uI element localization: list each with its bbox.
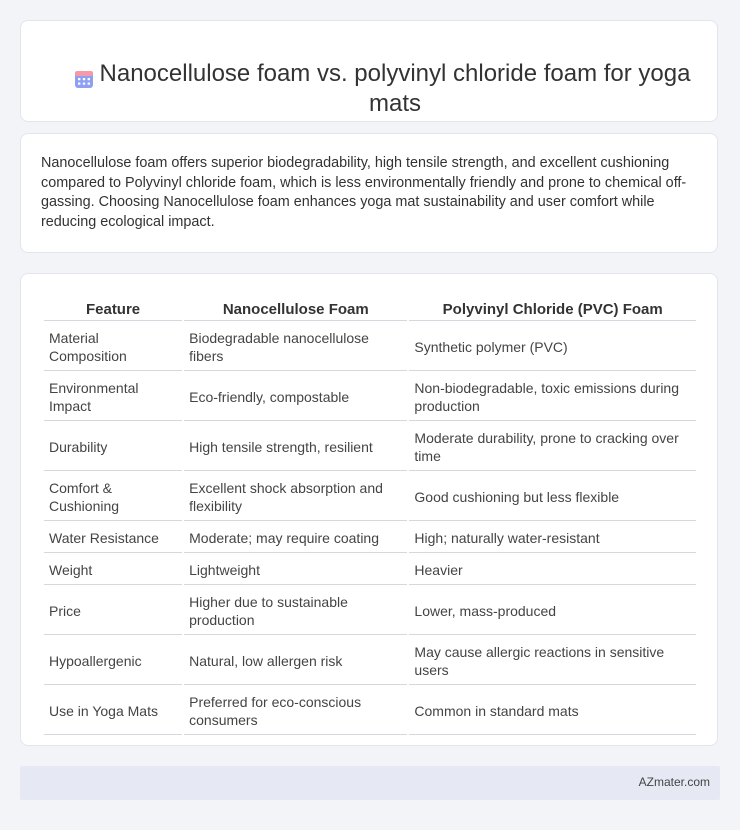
title-card: [20, 20, 718, 122]
table-row: [44, 637, 696, 685]
header-pvc: Polyvinyl Chloride (PVC) Foam: [409, 298, 696, 321]
table-row: [44, 555, 696, 585]
nanocellulose-cell: Preferred for eco-conscious consumers: [184, 687, 407, 735]
pvc-cell: Lower, mass-produced: [409, 587, 696, 635]
nanocellulose-cell: Excellent shock absorption and flexibility: [184, 473, 407, 521]
table-row: [44, 373, 696, 421]
pvc-cell: Common in standard mats: [409, 687, 696, 735]
comparison-table: [42, 296, 698, 737]
feature-cell: Durability: [44, 423, 182, 471]
nanocellulose-cell: Higher due to sustainable production: [184, 587, 407, 635]
feature-cell: Weight: [44, 555, 182, 585]
header-feature: Feature: [44, 298, 182, 321]
table-row: [44, 323, 696, 371]
pvc-cell: Moderate durability, prone to cracking over time: [409, 423, 696, 471]
feature-cell: Material Composition: [44, 323, 182, 371]
table-row: [44, 473, 696, 521]
feature-cell: Price: [44, 587, 182, 635]
footer-bar: [20, 766, 720, 800]
feature-cell: Use in Yoga Mats: [44, 687, 182, 735]
footer-brand-link[interactable]: AZmater.com: [638, 775, 710, 789]
feature-cell: Comfort & Cushioning: [44, 473, 182, 521]
page-title: Nanocellulose foam vs. polyvinyl chloride foam for yoga mats: [99, 60, 691, 118]
nanocellulose-cell: Natural, low allergen risk: [184, 637, 407, 685]
pvc-cell: Non-biodegradable, toxic emissions during production: [409, 373, 696, 421]
table-row: [44, 523, 696, 553]
nanocellulose-cell: High tensile strength, resilient: [184, 423, 407, 471]
table-row: [44, 687, 696, 735]
nanocellulose-cell: Lightweight: [184, 555, 407, 585]
nanocellulose-cell: Biodegradable nanocellulose fibers: [184, 323, 407, 371]
pvc-cell: High; naturally water-resistant: [409, 523, 696, 553]
table-row: [44, 587, 696, 635]
feature-cell: Hypoallergenic: [44, 637, 182, 685]
pvc-cell: Synthetic polymer (PVC): [409, 323, 696, 371]
nanocellulose-cell: Eco-friendly, compostable: [184, 373, 407, 421]
summary-text: Nanocellulose foam offers superior biodegradability, high tensile strength, and excellent cushioning compared to Polyvinyl chloride foam, which is less environmentally friendly and prone to chemical off-gassing. Choosing Nanocellulose foam enhances yoga mat sustainability and user comfort while reducing ecological impact.: [41, 155, 687, 230]
feature-cell: Environmental Impact: [44, 373, 182, 421]
nanocellulose-cell: Moderate; may require coating: [184, 523, 407, 553]
feature-cell: Water Resistance: [44, 523, 182, 553]
pvc-cell: May cause allergic reactions in sensitive users: [409, 637, 696, 685]
summary-card: [20, 133, 718, 253]
table-header-row: [44, 298, 696, 321]
pvc-cell: Heavier: [409, 555, 696, 585]
table-row: [44, 423, 696, 471]
pvc-cell: Good cushioning but less flexible: [409, 473, 696, 521]
header-nanocellulose: Nanocellulose Foam: [184, 298, 407, 321]
comparison-card: [20, 273, 718, 746]
